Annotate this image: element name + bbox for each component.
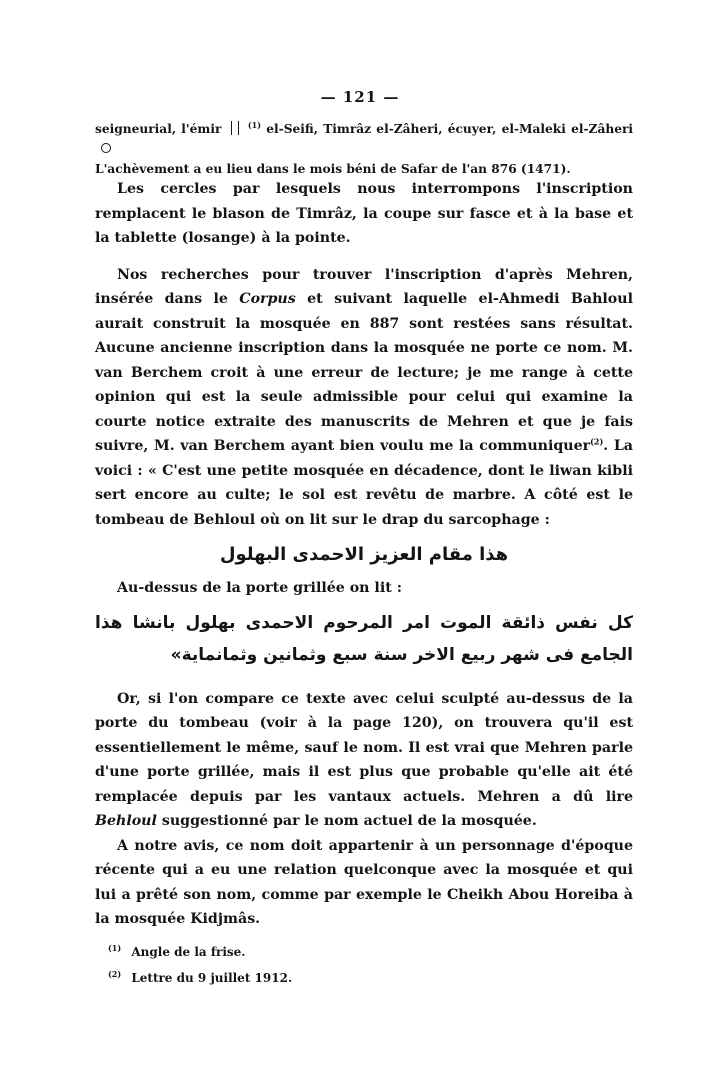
paragraph-4-part-a: Or, si l'on compare ce texte avec celui sculpté au-dessus de la porte du tombeau (voir à la page 120), on trouvera qu'il est essentiellement le même, sauf le nom. Il est vrai que Mehren parle d'une porte grillée, mais il est plus que probable qu'elle ait été remplacée depuis par les vantaux actuels. Mehren a dû lire xyxy=(95,690,633,805)
paragraph-2-part-b: et suivant laquelle el-Ahmedi Bahloul aurait construit la mosquée en 887 sont restées sans résultat. Aucune ancienne inscription dans la mosquée ne porte ce nom. M. van Berchem croit à une erreur de lecture; je me range à cette opinion qui est la seule admissible pour celui qui examine la courte notice extraite des manuscrits de Mehren et que je fais suivre, M. van Berchem ayant bien voulu me la communiquer xyxy=(95,291,633,454)
footnote-ref-2: (2) xyxy=(590,436,604,447)
continuation-line2: L'achèvement a eu lieu dans le mois béni de Safar de l'an 876 (1471). xyxy=(95,162,571,176)
arabic-inscription-1: هذا مقام العزيز الاحمدى البهلول xyxy=(219,544,509,565)
footnote-1 xyxy=(108,937,608,963)
footnote-2-text: Lettre du 9 juillet 1912. xyxy=(131,971,293,985)
paragraph-4-part-b: suggestionné par le nom actuel de la mosquée. xyxy=(161,813,537,829)
footnote-ref-1: (1) xyxy=(247,119,262,130)
corpus-title: Corpus xyxy=(239,291,296,307)
footnote-2-mark: (2) xyxy=(108,969,122,979)
footnote-1-mark: (1) xyxy=(108,943,122,953)
paragraph-2-part-c: . La voici : « C'est une petite mosquée en décadence, dont le liwan kibli sert encore au culte; le sol est revêtu de marbre. A côté est le tombeau de Behloul où on lit sur le drap du sarcophage : xyxy=(95,438,633,528)
paragraph-2-part-a: Nos recherches pour trouver l'inscription d'après Mehren, insérée dans le xyxy=(95,266,633,307)
continuation-line1-suffix: el-Seifi, Timrâz el-Zâheri, écuyer, el-Maleki el-Zâheri xyxy=(266,122,634,136)
paragraph-5: A notre avis, ce nom doit appartenir à un personnage d'époque récente qui a eu une relation quelconque avec la mosquée et qui lui a prêté son nom, comme par exemple le Cheikh Abou Horeiba à la mosquée Kidjmâs. xyxy=(95,837,633,927)
continuation-line1-prefix: seigneurial, l'émir xyxy=(95,122,222,136)
frieze-angle-mark-icon xyxy=(231,121,239,135)
footnotes xyxy=(108,937,608,989)
main-text xyxy=(95,177,633,932)
footnote-2 xyxy=(108,963,608,989)
continuation-text xyxy=(95,119,633,179)
paragraph-2 xyxy=(95,263,633,533)
circle-icon xyxy=(101,143,111,153)
arabic-inscription-2: كل نفس ذائقة الموت امر المرحوم الاحمدى بهلول بانشا هذا الجامع فى شهر ربيع الاخر سنة سبع وثمانين وثمانماية» xyxy=(95,612,633,665)
footnote-1-text: Angle de la frise. xyxy=(131,945,246,959)
paragraph-1: Les cercles par lesquels nous interrompons l'inscription remplacent le blason de Timrâz, la coupe sur fasce et à la base et la tablette (losange) à la pointe. xyxy=(95,181,633,246)
page-number: — 121 — xyxy=(320,88,400,106)
paragraph-4 xyxy=(95,687,633,834)
paragraph-3: Au-dessus de la porte grillée on lit : xyxy=(117,580,402,596)
behloul-name: Behloul xyxy=(95,813,157,829)
